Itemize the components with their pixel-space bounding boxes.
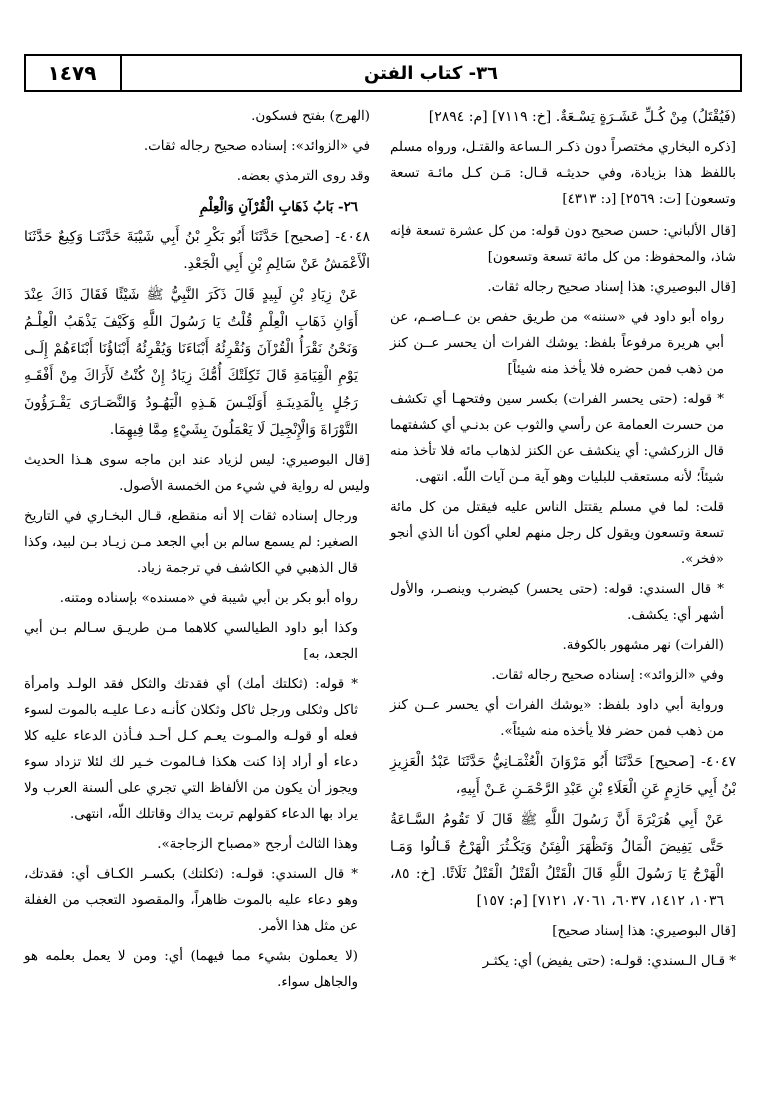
paragraph: رواه أبو بكر بن أبي شيبة في «مسنده» بإسناده ومتنه. (59, 591, 358, 606)
paragraph: * قال السندي: قوله: (حتى يحسر) كيضرب وينصـر، والأول أشهر أي: يكشف. (390, 582, 724, 623)
section-heading: ٢٦- بَابُ ذَهَابِ الْقُرْآنِ وَالْعِلْمِ (199, 199, 358, 215)
paragraph: قلت: لما في مسلم يقتتل الناس عليه فيقتل من كل مائة تسعة وتسعون ويقول كل رجل منهم لعلي أكون أنا الذي أنجو «فخر». (390, 500, 724, 567)
paragraph: [قال البوصيري: هذا إسناد صحيح] (552, 924, 736, 939)
paragraph: وكذا أبو داود الطيالسي كلاهما مـن طريـق سـالم بـن أبي الجعد، به] (24, 621, 358, 662)
paragraph: (لا يعملون بشيء مما فيهما) أي: ومن لا يعمل بعلمه هو والجاهل سواء. (24, 949, 358, 990)
hadith-text: عَنْ أَبِي هُرَيْرَةَ أَنَّ رَسُولَ اللَّهِ ﷺ قَالَ لَا تَقُومُ السَّـاعَةُ حَتَّى يَفِيضَ الْمَالُ وَتَظْهَرَ الْفِتَنُ وَيَكْـثُرَ الْهَرْجُ قَـالُوا وَمَـا الْهَرْجُ يَا رَسُولَ اللَّهِ قَالَ الْقَتْلُ الْقَتْلُ الْقَتْلُ ثَلَاثًا. [خ: ٨٥، ١٠٣٦، ١٤١٢، ٦٠٣٧، ٧٠٦١، ٧١٢١] [م: ١٥٧] (390, 812, 724, 909)
paragraph: [قال البوصيري: هذا إسناد صحيح رجاله ثقات. (487, 280, 736, 295)
paragraph: ورجال إسناده ثقات إلا أنه منقطع، قـال البخـاري في التاريخ الصغير: لم يسمع سالم بن أبي الجعد مـن زيـاد بـن لبيد، وكذا قال الذهبي في الكاشف في ترجمة زياد. (24, 509, 358, 576)
paragraph: وفي «الزوائد»: إسناده صحيح رجاله ثقات. (491, 668, 724, 683)
paragraph: [قال الألباني: حسن صحيح دون قوله: من كل عشرة تسعة فإنه شاذ، والمحفوظ: من كل مائة تسعة وتسعون] (390, 224, 736, 265)
paragraph: (فَيُقْتَلُ) مِنْ كُـلِّ عَشَـرَةٍ تِسْـعَةٌ. [خ: ٧١١٩] [م: ٢٨٩٤] (428, 109, 736, 125)
paragraph: ورواية أبي داود بلفظ: «يوشك الفرات أي يحسر عــن كنز من ذهب فمن حضر فلا يأخذه منه شيئاً». (390, 698, 724, 739)
paragraph: * قوله: (حتى يحسر الفرات) بكسر سين وفتحهـا أي تكشف من حسرت العمامة عن رأسي والثوب عن بدنـي أي كشفتهما قال الزركشي: أي ينكشف عن الكنز لذهاب مائه فلا تأخذ منه شيئاً؛ لأنه مستعقب للبليات وهو آية مـن آيات اللّه. انتهى. (390, 392, 724, 485)
paragraph: (الهرج) بفتح فسكون. (251, 109, 370, 124)
right-column (390, 104, 736, 979)
paragraph: [قال البوصيري: ليس لزياد عند ابن ماجه سوى هـذا الحديث وليس له رواية في شيء من الخمسة الأصول. (24, 453, 370, 494)
page-header (24, 54, 742, 92)
paragraph: في «الزوائد»: إسناده صحيح رجاله ثقات. (143, 139, 370, 154)
chapter-title: ٣٦- كتاب الفتن (363, 62, 499, 84)
paragraph: وقد روى الترمذي بعضه. (236, 169, 370, 184)
hadith-text: عَنْ زِيَادِ بْنِ لَبِيدٍ قَالَ ذَكَرَ النَّبِيُّ ﷺ شَيْئًا فَقَالَ ذَاكَ عِنْدَ أَوَانِ ذَهَابِ الْعِلْمِ قُلْتُ يَا رَسُولَ اللَّهِ وَكَيْفَ يَذْهَبُ الْعِلْـمُ وَنَحْنُ نَقْرَأُ الْقُرْآنَ وَنُقْرِئُهُ أَبْنَاءَنَا وَيُقْرِئُهُ أَبْنَاؤُنَا أَبْنَاءَهُمْ إِلَـى يَوْمِ الْقِيَامَةِ قَالَ ثَكِلَتْكَ أُمُّكَ زِيَادُ إِنْ كُنْتُ لَأَرَاكَ مِنْ أَفْقَـهِ رَجُلٍ بِالْمَدِينَـةِ أَوَلَيْـسَ هَـذِهِ الْيَهُـودُ وَالنَّصَـارَى يَقْـرَؤُونَ التَّوْرَاةَ وَالْإِنْجِيلَ لَا يَعْمَلُونَ بِشَيْءٍ مِمَّا فِيهِمَا. (24, 287, 358, 438)
page-number: ١٤٧٩ (24, 54, 122, 92)
paragraph: * قـال الـسندي: قولـه: (حتى يفيض) أي: يكثـر (482, 954, 736, 969)
paragraph: [ذكره البخاري مختصراً دون ذكـر الـساعة والقتـل، ورواه مسلم باللفظ هذا بزيادة، وفي حديثـه قـال: مَـن كـل مائـة تسعة وتسعون] [ت: ٢٥٦٩] [د: ٤٣١٣] (390, 140, 736, 207)
hadith-chain: ٤٠٤٧- [صحيح] حَدَّثَنَا أَبُو مَرْوَانَ الْعُثْمَـانِيُّ حَدَّثَنَا عَبْدُ الْعَزِيزِ بْنُ أَبِي حَازِمٍ عَنِ الْعَلَاءِ بْنِ عَبْدِ الرَّحْمَـنِ عَـنْ أَبِيهِ، (390, 754, 736, 797)
left-column (24, 104, 370, 1000)
paragraph: * قال السندي: قولـه: (ثكلتك) بكسـر الكـاف أي: فقدتك، وهو دعاء عليه بالموت ظاهراً، والمقصود التعجب من الغفلة عن مثل هذا الأمر. (24, 867, 358, 934)
paragraph: رواه أبو داود في «سننه» من طريق حفص بن عــاصـم، عن أبي هريرة مرفوعاً بلفظ: يوشك الفرات أن يحسر عــن كنز من ذهب فمن حضره فلا يأخذ منه شيئاً] (390, 310, 724, 377)
paragraph: وهذا الثالث أرجح «مصباح الزجاجة». (157, 837, 358, 852)
paragraph: (الفرات) نهر مشهور بالكوفة. (562, 638, 724, 653)
paragraph: * قوله: (ثكلتك أمك) أي فقدتك والثكل فقد الولـد وامرأة ثاكل وثكلى ورجل ثاكل وثكلان كأنـه دعـا عليـه بالموت لسوء فعله أو قولـه والمـوت يعـم كـل أحـد فـأذن الدعاء عليه كلا دعاء أو أراد إذا كنت هكذا فـالموت خـير لك لئلا تزداد سوء ويجوز أن يكون من الألفاظ التي تجري على ألسنة العرب ولا يراد بها الدعاء كقولهم تربت يداك وقاتلك اللّه، انتهى. (24, 677, 358, 822)
hadith-chain: ٤٠٤٨- [صحيح] حَدَّثَنَا أَبُو بَكْرِ بْنُ أَبِي شَيْبَةَ حَدَّثَنَـا وَكِيعٌ حَدَّثَنَا الْأَعْمَشُ عَنْ سَالِمِ بْنِ أَبِي الْجَعْدِ. (24, 229, 370, 272)
